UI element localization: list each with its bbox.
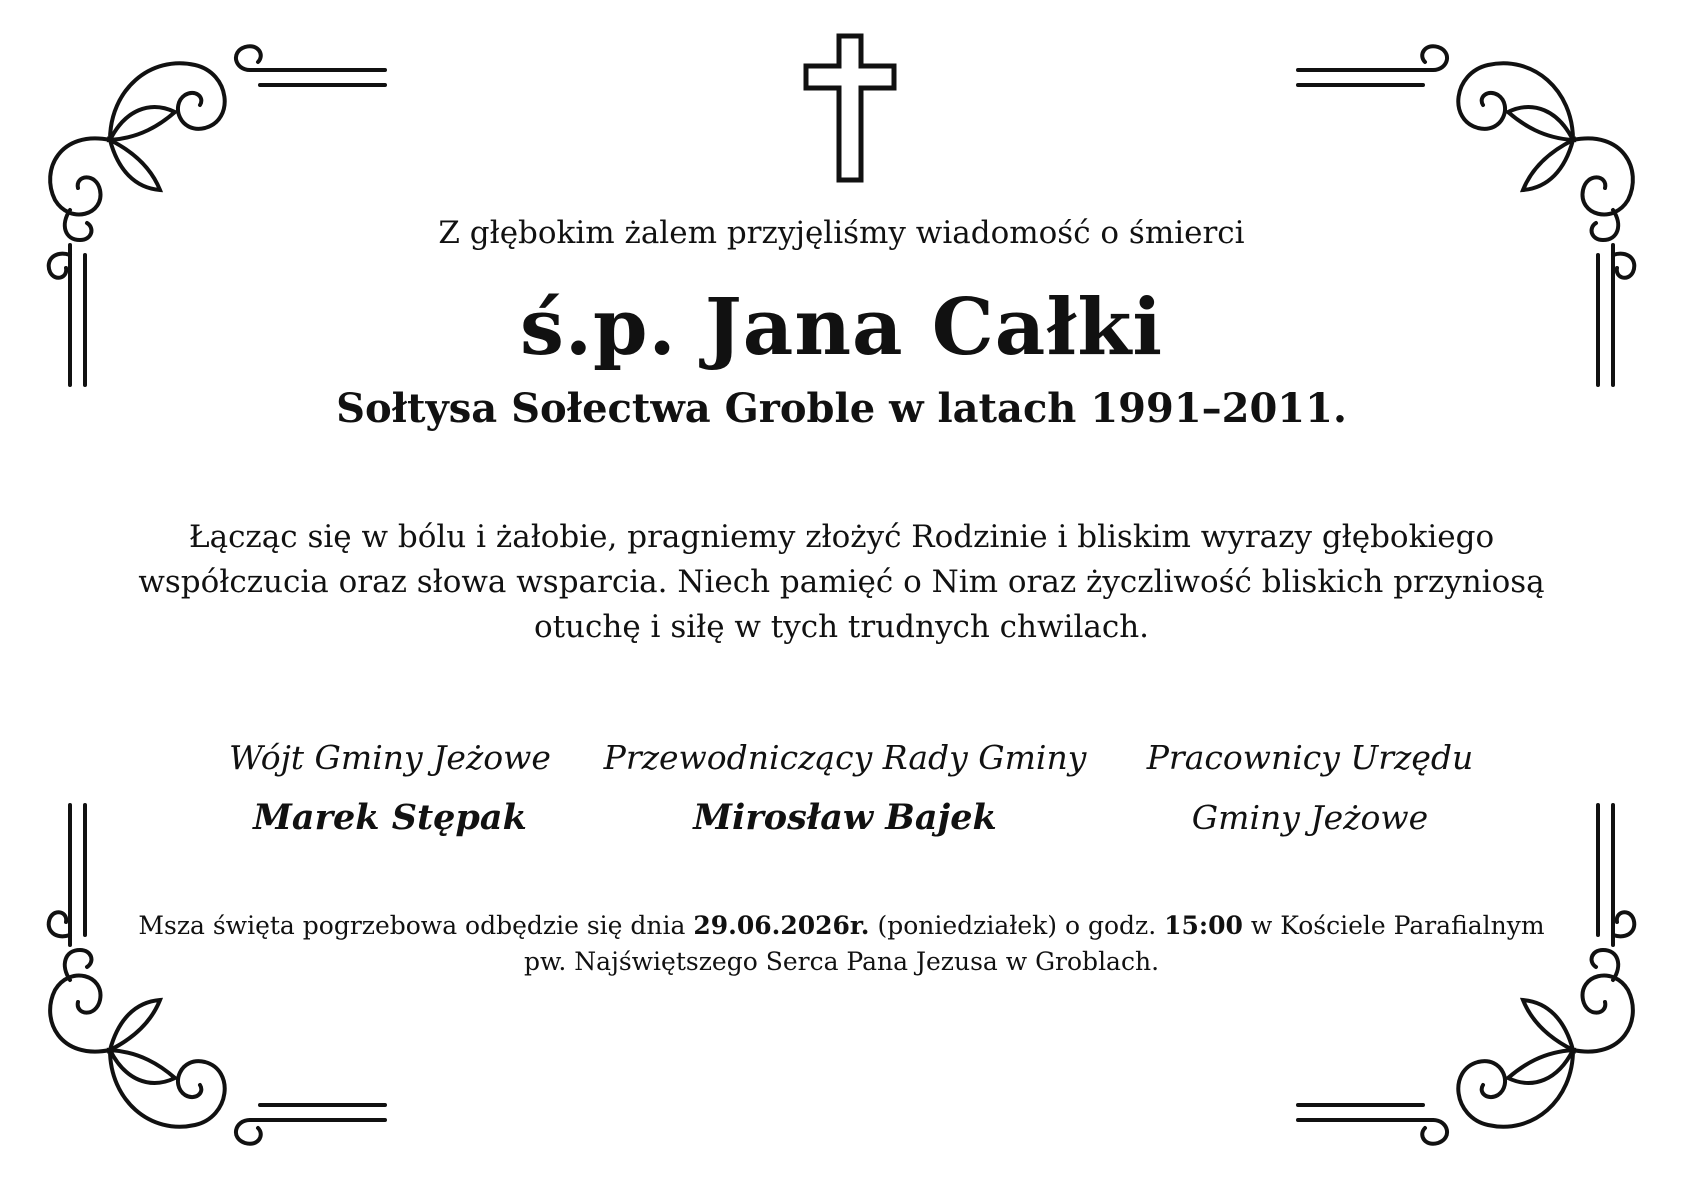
- mass-text-1: Msza święta pogrzebowa odbędzie się dnia: [138, 911, 694, 940]
- mass-line-1: [120, 908, 1563, 944]
- signer-person: Gminy Jeżowe: [1191, 798, 1429, 837]
- signer-person: Mirosław Bajek: [693, 797, 997, 838]
- corner-ornament-bottom-left-icon: [0, 790, 420, 1190]
- intro-line: Z głębokim żalem przyjęliśmy wiadomość o śmierci: [438, 215, 1245, 251]
- deceased-role: Sołtysa Sołectwa Groble w latach 1991–2011.: [336, 385, 1347, 432]
- signer-title: Pracownicy Urzędu: [1146, 738, 1474, 777]
- signer-person: Marek Stępak: [253, 797, 527, 838]
- funeral-mass-info: [120, 908, 1563, 980]
- deceased-name: ś.p. Jana Całki: [519, 282, 1164, 373]
- mass-text-2: (poniedziałek) o godz.: [869, 911, 1165, 940]
- signer-title: Przewodniczący Rady Gminy: [603, 738, 1087, 777]
- signer-council-chair: [600, 728, 1090, 848]
- corner-ornament-bottom-right-icon: [1263, 790, 1683, 1190]
- signer-title: Wójt Gminy Jeżowe: [229, 738, 551, 777]
- mass-line-2: pw. Najświętszego Serca Pana Jezusa w Groblach.: [523, 947, 1160, 976]
- signer-office-staff: [1120, 728, 1500, 848]
- mass-time: 15:00: [1164, 911, 1243, 940]
- cross-icon: [803, 33, 897, 183]
- mass-date: 29.06.2026r.: [693, 911, 870, 940]
- condolence-text: Łącząc się w bólu i żałobie, pragniemy złożyć Rodzinie i bliskim wyrazy głębokiego współczucia oraz słowa wsparcia. Niech pamięć o Nim oraz życzliwość bliskich przyniosą otuchę i siłę w tych trudnych chwilach.: [138, 519, 1545, 645]
- signer-mayor: [200, 728, 580, 848]
- mass-text-3: w Kościele Parafialnym: [1242, 911, 1545, 940]
